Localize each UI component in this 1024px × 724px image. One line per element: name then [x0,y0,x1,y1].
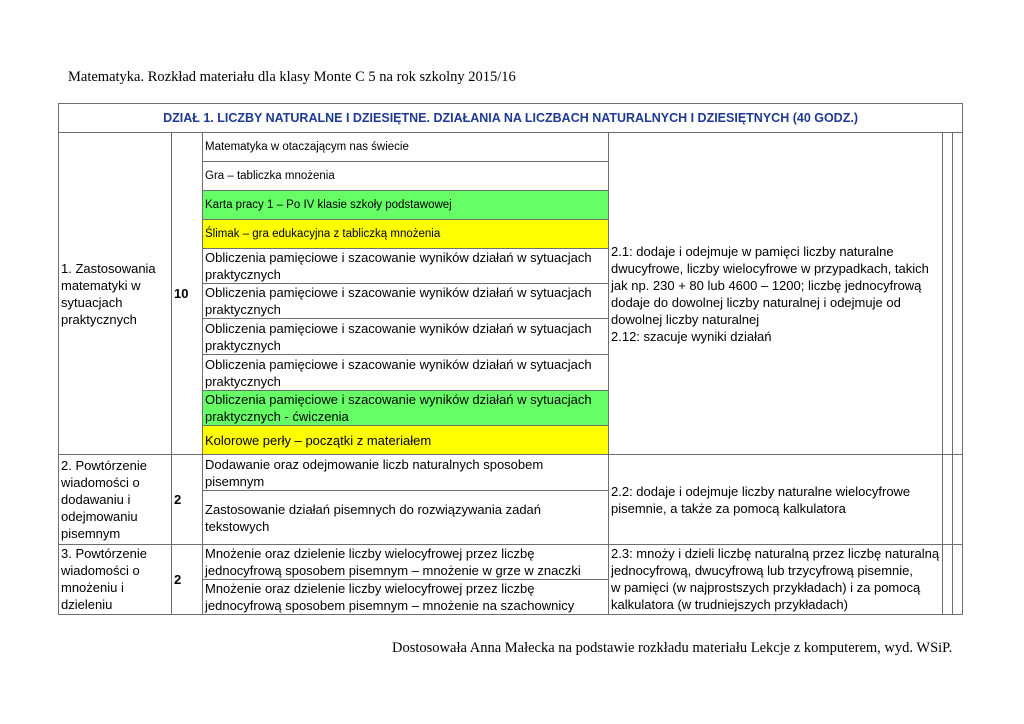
section-header: DZIAŁ 1. LICZBY NATURALNE I DZIESIĘTNE. DZIAŁANIA NA LICZBACH NATURALNYCH I DZIESIĘTNYCH (40 GODZ.) [59,104,963,133]
unit-hours: 10 [172,133,203,455]
topic-cell: Matematyka w otaczającym nas świecie [203,133,609,162]
requirements-cell: 2.1: dodaje i odejmuje w pamięci liczby naturalne dwucyfrowe, liczby wielocyfrowe w przypadkach, takich jak np. 230 + 80 lub 4600 – 1200; liczbę jednocyfrową dodaje do dowolnej liczby naturalnej i odejmuje od dowolnej liczby naturalnej 2.12: szacuje wyniki działań [609,133,943,455]
empty-cell [943,455,953,545]
table-row [59,545,963,580]
topic-cell: Mnożenie oraz dzielenie liczby wielocyfrowej przez liczbę jednocyfrową sposobem pisemnym – mnożenie na szachownicy [203,580,609,615]
unit-name: 1. Zastosowania matematyki w sytuacjach praktycznych [59,133,172,455]
topic-cell: Gra – tabliczka mnożenia [203,162,609,191]
document-title: Matematyka. Rozkład materiału dla klasy Monte C 5 na rok szkolny 2015/16 [68,69,516,85]
topic-cell: Mnożenie oraz dzielenie liczby wielocyfrowej przez liczbę jednocyfrową sposobem pisemnym – mnożenie w grze w znaczki [203,545,609,580]
section-header-row [59,104,963,133]
document-footer: Dostosowała Anna Małecka na podstawie rozkładu materiału Lekcje z komputerem, wyd. WSiP. [392,640,953,656]
empty-cell [943,545,953,615]
table-row [59,455,963,491]
topic-cell-highlight-green: Obliczenia pamięciowe i szacowanie wyników działań w sytuacjach praktycznych - ćwiczenia [203,391,609,426]
empty-cell [953,455,963,545]
topic-cell-highlight-green: Karta pracy 1 – Po IV klasie szkoły podstawowej [203,191,609,220]
unit-name: 2. Powtórzenie wiadomości o dodawaniu i odejmowaniu pisemnym [59,455,172,545]
topic-cell: Obliczenia pamięciowe i szacowanie wyników działań w sytuacjach praktycznych [203,355,609,391]
topic-cell-highlight-yellow: Kolorowe perły – początki z materiałem [203,426,609,455]
empty-cell [943,133,953,455]
unit-hours: 2 [172,455,203,545]
topic-cell: Dodawanie oraz odejmowanie liczb naturalnych sposobem pisemnym [203,455,609,491]
topic-cell-highlight-yellow: Ślimak – gra edukacyjna z tabliczką mnożenia [203,220,609,249]
topic-cell: Obliczenia pamięciowe i szacowanie wyników działań w sytuacjach praktycznych [203,249,609,284]
requirements-cell: 2.2: dodaje i odejmuje liczby naturalne wielocyfrowe pisemnie, a także za pomocą kalkulatora [609,455,943,545]
requirements-cell: 2.3: mnoży i dzieli liczbę naturalną przez liczbę naturalną jednocyfrową, dwucyfrową lub trzycyfrową pisemnie, w pamięci (w najprostszych przykładach) i za pomocą kalkulatora (w trudniejszych przykładach) [609,545,943,615]
topic-cell: Obliczenia pamięciowe i szacowanie wyników działań w sytuacjach praktycznych [203,284,609,319]
topic-cell: Zastosowanie działań pisemnych do rozwiązywania zadań tekstowych [203,491,609,545]
empty-cell [953,133,963,455]
unit-name: 3. Powtórzenie wiadomości o mnożeniu i dzieleniu [59,545,172,615]
empty-cell [953,545,963,615]
topic-cell: Obliczenia pamięciowe i szacowanie wyników działań w sytuacjach praktycznych [203,319,609,355]
unit-hours: 2 [172,545,203,615]
curriculum-table [58,103,963,615]
table-row [59,133,963,162]
